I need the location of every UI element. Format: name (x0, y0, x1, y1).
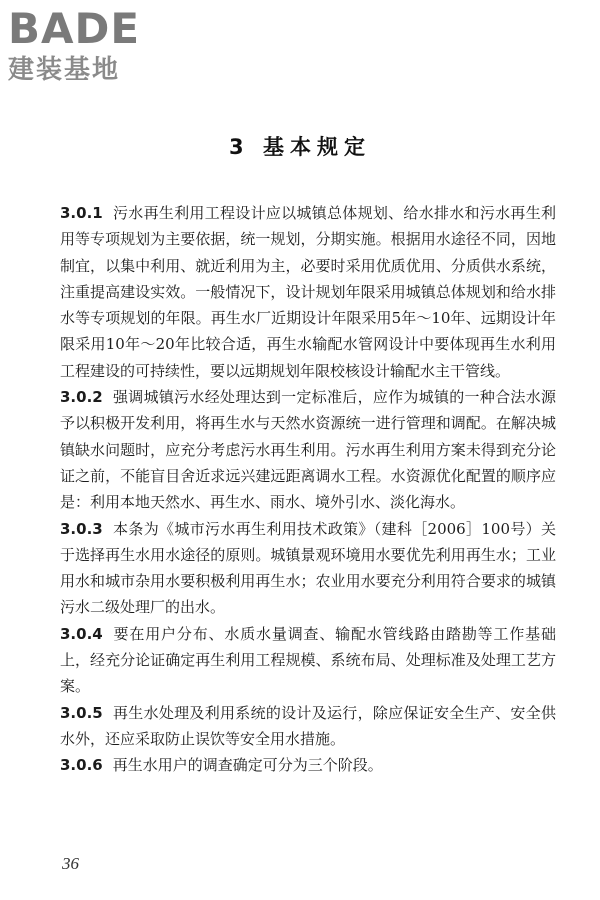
clause-number: 3.0.1 (60, 204, 103, 222)
clause-3-0-3 (60, 516, 556, 621)
clause-3-0-4 (60, 621, 556, 700)
clause-number: 3.0.5 (60, 703, 103, 722)
clause-text: 强调城镇污水经处理达到一定标准后，应作为城镇的一种合法水源予以积极开发利用，将再生水与天然水资源统一进行管理和调配。在解决城镇缺水问题时，应充分考虑污水再生利用。污水再生利用方案未得到充分论证之前，不能盲目舍近求远兴建远距离调水工程。水资源优化配置的顺序应是：利用本地天然水、再生水、雨水、境外引水、淡化海水。 (60, 388, 556, 512)
chapter-title: 3 基本规定 (229, 135, 371, 159)
clause-text: 污水再生利用工程设计应以城镇总体规划、给水排水和污水再生利用等专项规划为主要依据，统一规划，分期实施。根据用水途径不同，因地制宜，以集中利用、就近利用为主，必要时采用优质优用、分质供水系统，注重提高建设实效。一般情况下，设计规划年限采用城镇总体规划和给水排水等专项规划的年限。再生水厂近期设计年限采用5年～10年、远期设计年限采用10年～20年比较合适，再生水输配水管网设计中要体现再生水利用工程建设的可持续性，要以远期规划年限校核设计输配水主干管线。 (60, 204, 556, 380)
clause-text: 要在用户分布、水质水量调查、输配水管线路由踏勘等工作基础上，经充分论证确定再生利用工程规模、系统布局、处理标准及处理工艺方案。 (60, 624, 556, 696)
logo-subtitle: 建装基地 (8, 55, 121, 85)
clause-number: 3.0.4 (60, 624, 103, 643)
bade-logo (8, 6, 178, 86)
clause-3-0-1 (60, 200, 556, 384)
clause-number: 3.0.6 (60, 756, 103, 775)
clause-number: 3.0.2 (60, 388, 103, 407)
clause-text: 本条为《城市污水再生利用技术政策》（建科［2006］100号）关于选择再生水用水途径的原则。城镇景观环境用水要优先利用再生水；工业用水和城市杂用水要积极利用再生水；农业用水要充分利用符合要求的城镇污水二级处理厂的出水。 (60, 519, 556, 617)
clause-3-0-5 (60, 700, 556, 753)
page-number: 36 (62, 854, 79, 873)
clause-number: 3.0.3 (60, 519, 103, 538)
logo-wordmark: BADE (8, 4, 141, 53)
clause-3-0-6 (60, 752, 556, 778)
clause-3-0-2 (60, 384, 556, 515)
clause-text: 再生水处理及利用系统的设计及运行，除应保证安全生产、安全供水外，还应采取防止误饮等安全用水措施。 (60, 703, 556, 748)
clause-text: 再生水用户的调查确定可分为三个阶段。 (112, 756, 383, 775)
document-body (60, 200, 556, 779)
